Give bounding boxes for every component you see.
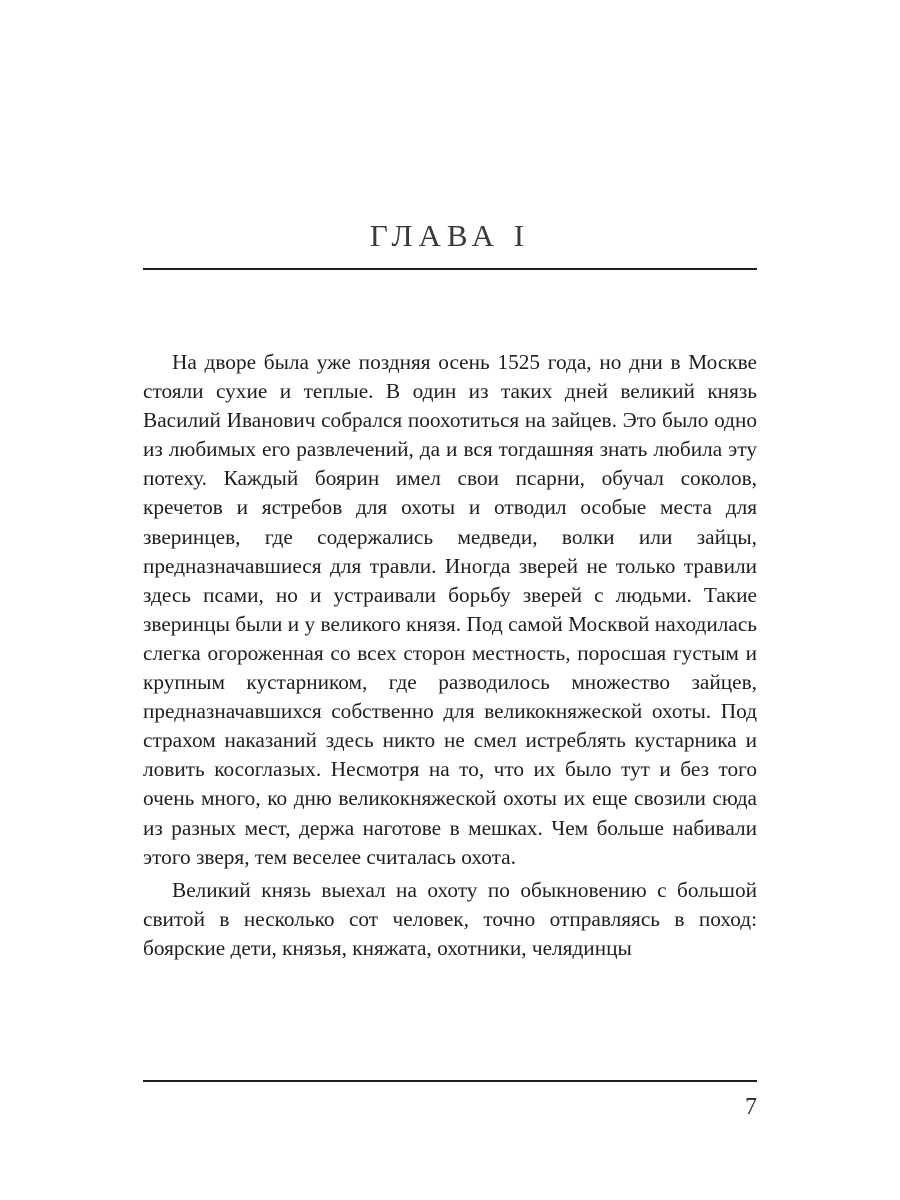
paragraph-2: Великий князь выехал на охоту по обыкновению с большой свитой в несколько сот человек, точно отправляясь в поход: боярские дети, князья, княжата, охотники, челядинцы [143, 877, 757, 960]
header-rule [143, 268, 757, 270]
body-text [143, 348, 757, 963]
paragraph-1: На дворе была уже поздняя осень 1525 года, но дни в Москве стояли сухие и теплые. В один из таких дней великий князь Василий Иванович собрался поохотиться на зайцев. Это было одно из любимых его развлечений, да и вся тогдашняя знать любила эту потеху. Каждый боярин имел свои псарни, обучал соколов, кречетов и ястребов для охоты и отводил особые места для зверинцев, где содержались медведи, волки или зайцы, предназначавшиеся для травли. Иногда зверей не только травили здесь псами, но и устраивали борьбу зверей с людьми. Такие зверинцы были и у великого князя. Под самой Москвой находилась слегка огороженная со всех сторон местность, поросшая густым и крупным кустарником, где разводилось множество зайцев, предназначавшихся собственно для великокняжеской охоты. Под страхом наказаний здесь никто не смел истреблять кустарника и ловить косоглазых. Несмотря на то, что их было тут и без того очень много, ко дню великокняжеской охоты их еще свозили сюда из разных мест, держа наготове в мешках. Чем больше набивали этого зверя, тем веселее считалась охота. [143, 350, 757, 869]
page-number: 7 [745, 1094, 757, 1120]
footer-rule [143, 1080, 757, 1082]
chapter-title: ГЛАВА I [369, 218, 531, 253]
